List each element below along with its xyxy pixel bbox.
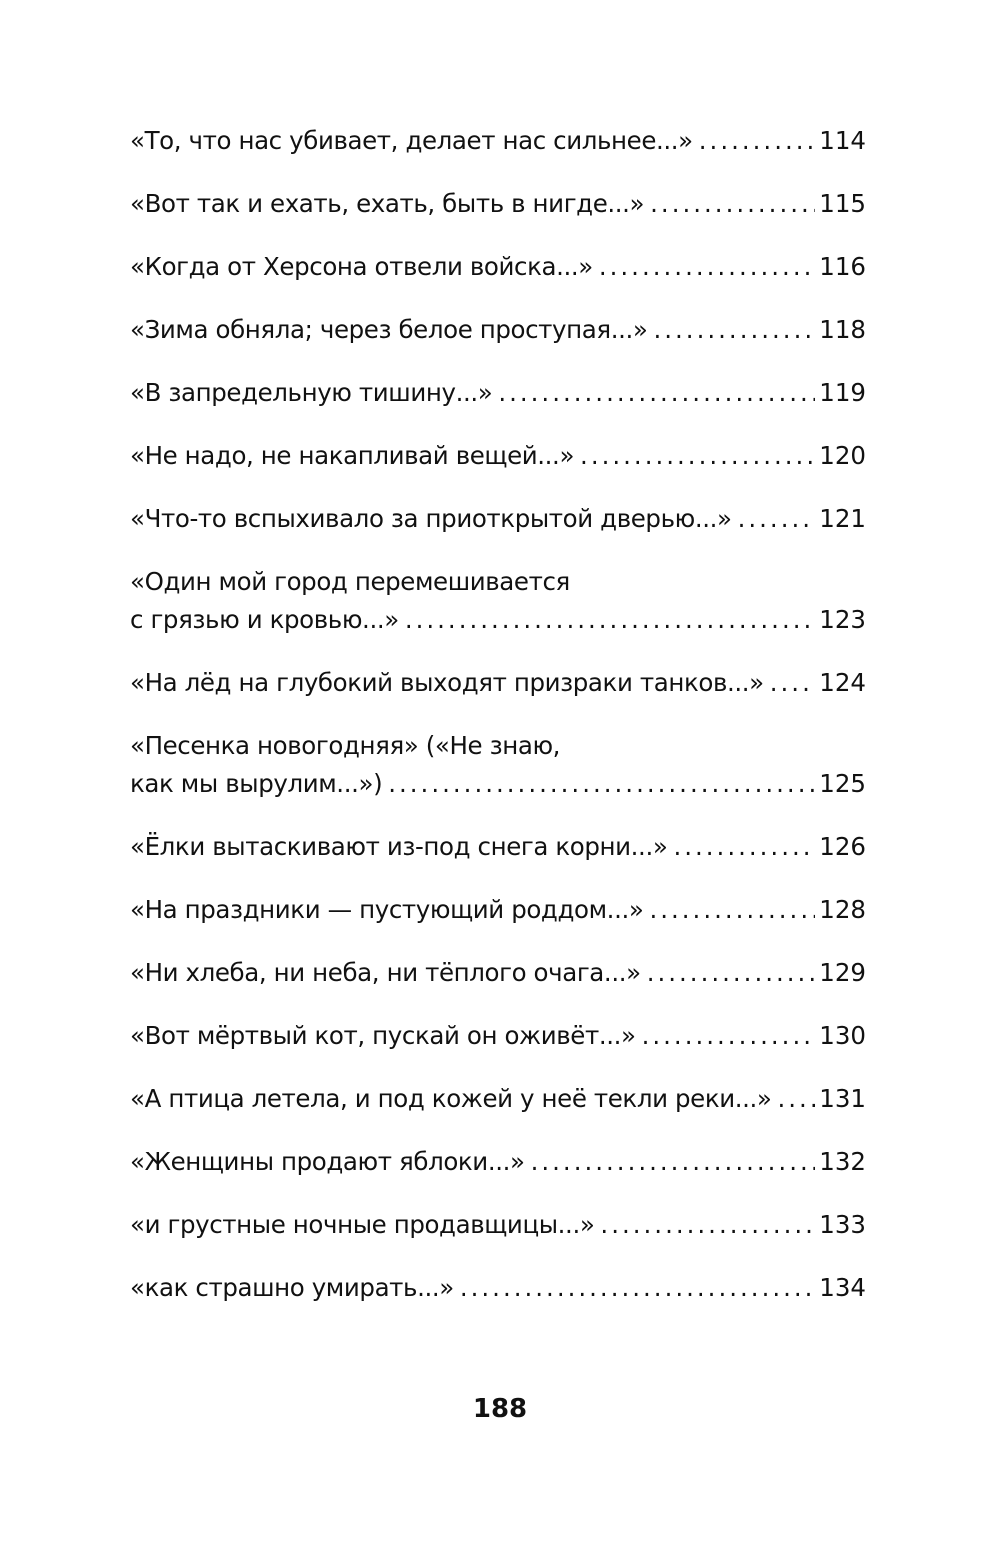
toc-entry-page: 114 xyxy=(819,126,866,155)
toc-entry-page: 130 xyxy=(819,1021,866,1050)
toc-entry-title-line1: «Песенка новогодняя» («Не знаю, xyxy=(130,731,561,760)
toc-entry-page: 120 xyxy=(819,441,866,470)
page-number: 188 xyxy=(472,1394,528,1424)
table-of-contents xyxy=(130,122,866,1332)
toc-entry-page: 116 xyxy=(819,252,866,281)
toc-entry-title: «Не надо, не накапливай вещей...» xyxy=(130,441,575,470)
dot-leader xyxy=(650,185,815,223)
dot-leader xyxy=(531,1143,816,1181)
toc-entry-title: как мы вырулим...») xyxy=(130,769,383,798)
toc-entry-page: 126 xyxy=(819,832,866,861)
dot-leader xyxy=(738,500,816,538)
dot-leader xyxy=(580,437,815,475)
toc-entry-title: «Вот мёртвый кот, пускай он оживёт...» xyxy=(130,1021,636,1050)
toc-entry xyxy=(130,500,866,538)
toc-entry-page: 124 xyxy=(819,668,866,697)
toc-entry xyxy=(130,664,866,702)
toc-entry-title: «Зима обняла; через белое проступая...» xyxy=(130,315,648,344)
toc-entry xyxy=(130,374,866,412)
toc-entry-title-line1: «Один мой город перемешивается xyxy=(130,567,570,596)
toc-entry-page: 115 xyxy=(819,189,866,218)
toc-entry-page: 129 xyxy=(819,958,866,987)
dot-leader xyxy=(600,1206,815,1244)
dot-leader xyxy=(649,891,815,929)
toc-entry-page: 118 xyxy=(819,315,866,344)
toc-entry-title: «как страшно умирать...» xyxy=(130,1273,454,1302)
toc-entry-title: с грязью и кровью...» xyxy=(130,605,399,634)
toc-entry-page: 128 xyxy=(819,895,866,924)
toc-entry-page: 121 xyxy=(819,504,866,533)
toc-entry-page: 133 xyxy=(819,1210,866,1239)
toc-entry-title: «Вот так и ехать, ехать, быть в нигде...» xyxy=(130,189,645,218)
toc-entry xyxy=(130,563,866,639)
dot-leader xyxy=(599,248,815,286)
dot-leader xyxy=(405,601,815,639)
toc-entry-page: 134 xyxy=(819,1273,866,1302)
toc-entry-title: «Когда от Херсона отвели войска...» xyxy=(130,252,593,281)
dot-leader xyxy=(673,828,815,866)
dot-leader xyxy=(460,1269,815,1307)
dot-leader xyxy=(498,374,815,412)
toc-entry xyxy=(130,1017,866,1055)
toc-entry xyxy=(130,185,866,223)
toc-entry-page: 123 xyxy=(819,605,866,634)
dot-leader xyxy=(778,1080,816,1118)
dot-leader xyxy=(770,664,815,702)
toc-entry xyxy=(130,1206,866,1244)
toc-entry-title: «Что-то вспыхивало за приоткрытой дверью...» xyxy=(130,504,732,533)
toc-entry-title: «А птица летела, и под кожей у неё текли реки...» xyxy=(130,1084,772,1113)
toc-entry xyxy=(130,954,866,992)
toc-entry-page: 125 xyxy=(819,769,866,798)
dot-leader xyxy=(642,1017,816,1055)
toc-entry-title: «То, что нас убивает, делает нас сильнее...» xyxy=(130,126,693,155)
toc-entry xyxy=(130,891,866,929)
toc-entry-title: «Ни хлеба, ни неба, ни тёплого очага...» xyxy=(130,958,641,987)
toc-entry-page: 131 xyxy=(819,1084,866,1113)
toc-entry-title: «Женщины продают яблоки...» xyxy=(130,1147,525,1176)
toc-entry-title: «и грустные ночные продавщицы...» xyxy=(130,1210,595,1239)
toc-entry-title: «На праздники — пустующий роддом...» xyxy=(130,895,644,924)
dot-leader xyxy=(699,122,815,160)
toc-entry-title: «На лёд на глубокий выходят призраки танков...» xyxy=(130,668,764,697)
toc-entry xyxy=(130,1080,866,1118)
dot-leader xyxy=(388,765,815,803)
toc-entry xyxy=(130,1269,866,1307)
dot-leader xyxy=(653,311,815,349)
toc-entry xyxy=(130,248,866,286)
toc-entry xyxy=(130,1143,866,1181)
dot-leader xyxy=(647,954,816,992)
toc-entry-page: 119 xyxy=(819,378,866,407)
toc-entry xyxy=(130,122,866,160)
toc-entry xyxy=(130,727,866,803)
toc-entry xyxy=(130,437,866,475)
toc-entry-title: «В запредельную тишину...» xyxy=(130,378,493,407)
toc-entry xyxy=(130,311,866,349)
toc-entry-page: 132 xyxy=(819,1147,866,1176)
toc-entry-title: «Ёлки вытаскивают из-под снега корни...» xyxy=(130,832,668,861)
toc-entry xyxy=(130,828,866,866)
